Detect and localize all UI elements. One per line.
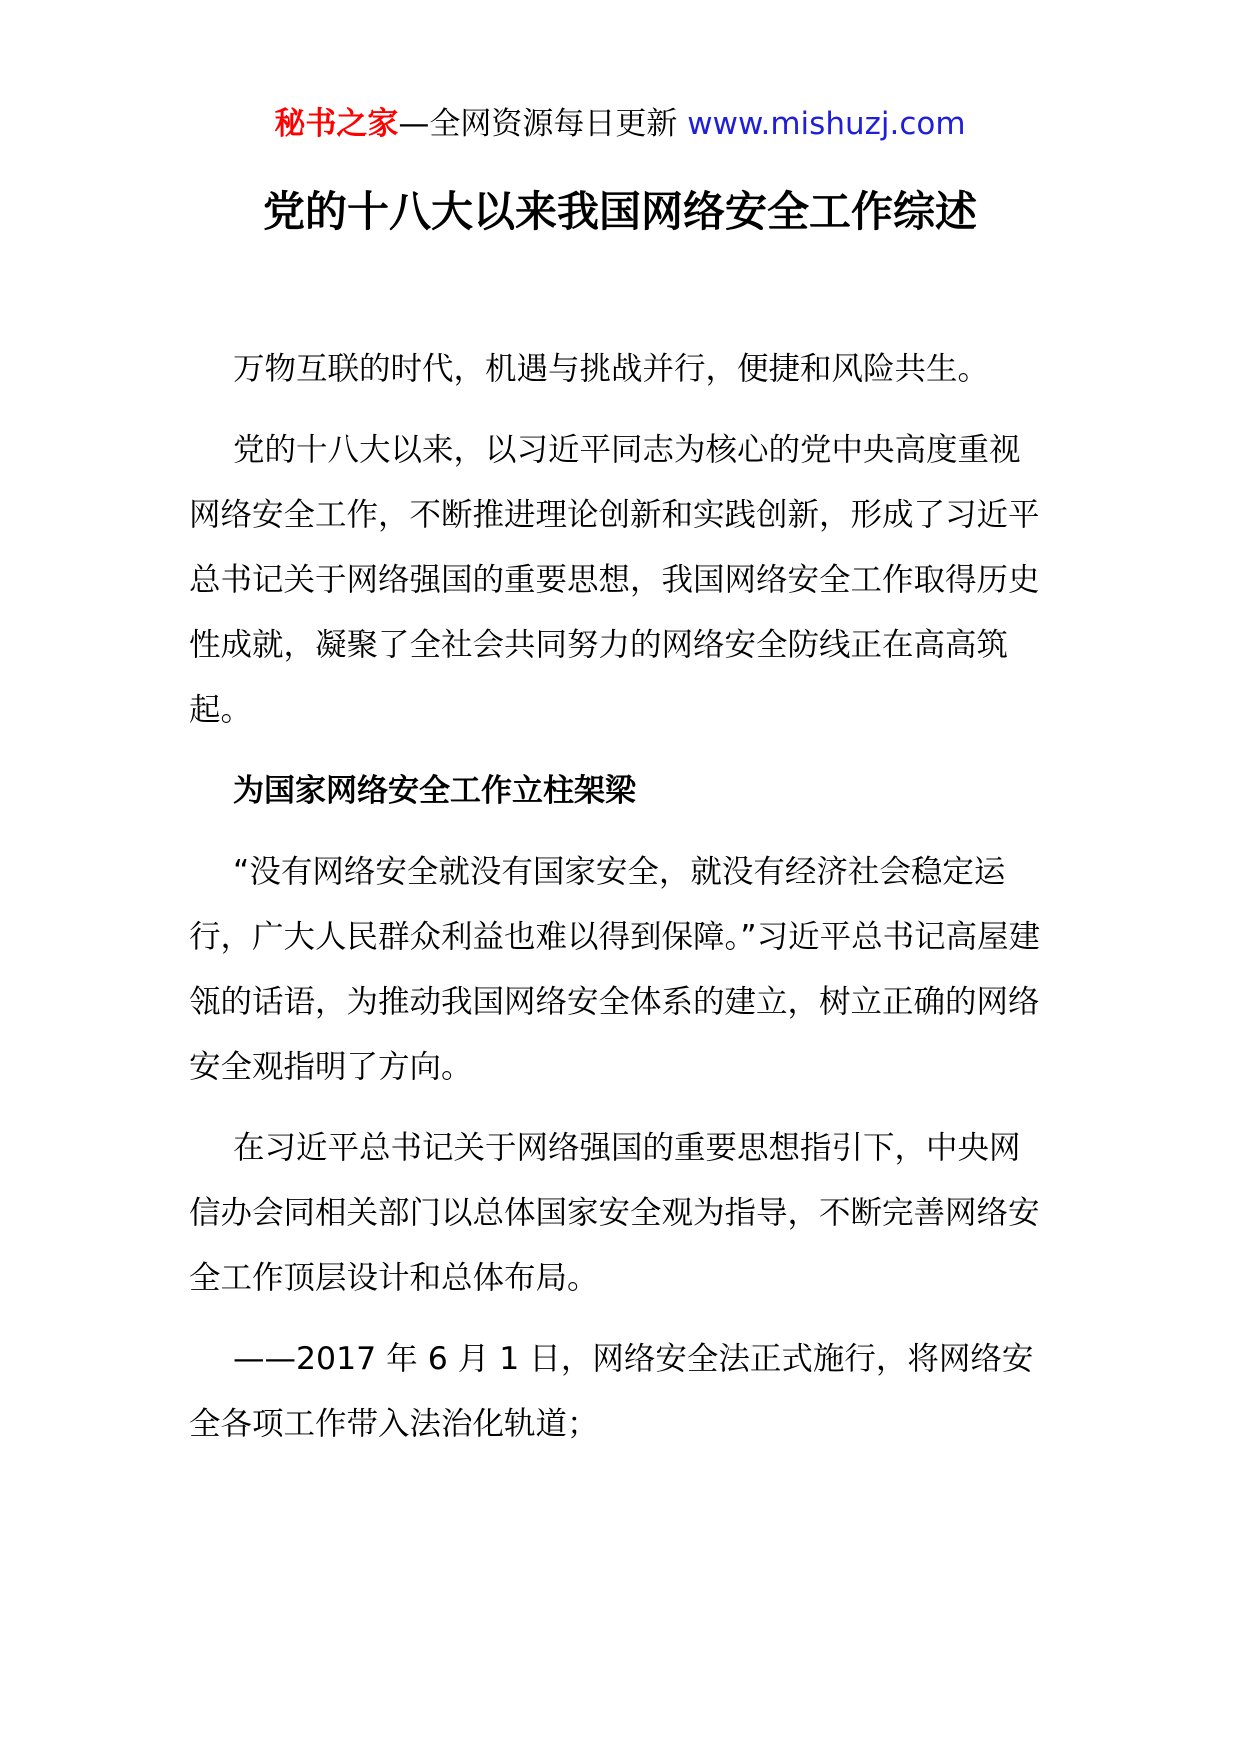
document-title: 党的十八大以来我国网络安全工作综述 <box>262 187 977 236</box>
paragraph-guidance: 在习近平总书记关于网络强国的重要思想指引下，中央网信办会同相关部门以总体国家安全观为指导，不断完善网络安全工作顶层设计和总体布局。 <box>189 1130 1040 1296</box>
paragraph-quote: “没有网络安全就没有国家安全，就没有经济社会稳定运行，广大人民群众利益也难以得到保障。”习近平总书记高屋建瓴的话语，为推动我国网络安全体系的建立，树立正确的网络安全观指明了方向。 <box>189 854 1041 1085</box>
paragraph-achievements: 党的十八大以来，以习近平同志为核心的党中央高度重视网络安全工作，不断推进理论创新和实践创新，形成了习近平总书记关于网络强国的重要思想，我国网络安全工作取得历史性成就，凝聚了全社会共同努力的网络安全防线正在高高筑起。 <box>189 432 1040 728</box>
paragraph-intro: 万物互联的时代，机遇与挑战并行，便捷和风险共生。 <box>233 351 990 387</box>
brand-name: 秘书之家 <box>274 106 399 142</box>
site-url-link[interactable]: www.mishuzj.com <box>687 106 966 142</box>
site-header <box>0 104 1240 144</box>
header-tagline: —全网资源每日更新 <box>398 106 688 142</box>
paragraph-law: ——2017 年 6 月 1 日，网络安全法正式施行，将网络安全各项工作带入法治化轨道； <box>189 1341 1034 1442</box>
document-body <box>189 337 1049 1473</box>
section-heading: 为国家网络安全工作立柱架梁 <box>233 773 636 809</box>
